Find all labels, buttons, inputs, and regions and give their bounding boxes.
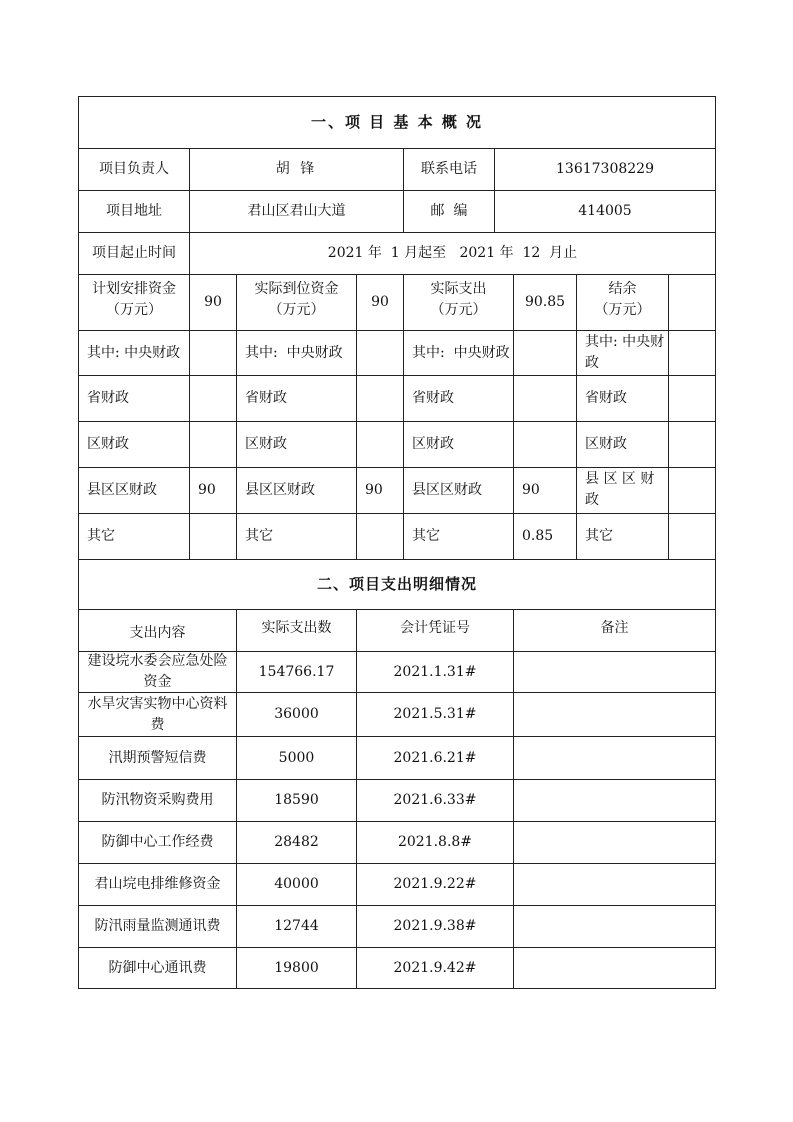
funds-row-label: 区财政 bbox=[585, 436, 627, 452]
detail-row-content: 水旱灾害实物中心资料费 bbox=[87, 695, 228, 733]
received-funds-value: 90 bbox=[371, 294, 389, 310]
detail-row-voucher: 2021.9.22# bbox=[393, 876, 477, 892]
detail-row-voucher: 2021.1.31# bbox=[393, 663, 477, 680]
detail-row-voucher: 2021.9.42# bbox=[393, 959, 477, 976]
detail-row-voucher: 2021.6.33# bbox=[393, 792, 477, 808]
funds-row-label: 区财政 bbox=[245, 436, 287, 452]
detail-row-note bbox=[514, 693, 715, 736]
balance-label-line1: 结余 bbox=[608, 281, 637, 297]
funds-row-label: 省财政 bbox=[245, 390, 287, 406]
detail-row-amount: 28482 bbox=[274, 834, 319, 850]
received-funds-label bbox=[237, 275, 356, 330]
funds-row-value bbox=[669, 376, 715, 421]
section2-title: 二、项目支出明细情况 bbox=[316, 575, 477, 593]
period-value: 2021 年 1 月起至 2021 年 12 月止 bbox=[327, 245, 578, 261]
detail-row-amount: 18590 bbox=[274, 792, 319, 808]
detail-row-amount: 19800 bbox=[274, 959, 319, 976]
funds-row-value bbox=[357, 422, 403, 467]
funds-row-label: 其它 bbox=[412, 528, 440, 544]
funds-row-label: 省财政 bbox=[585, 390, 627, 406]
balance-label bbox=[577, 275, 668, 330]
funds-row-label: 省财政 bbox=[412, 390, 454, 406]
detail-header-note: 备注 bbox=[600, 620, 629, 636]
planned-funds-label bbox=[79, 275, 189, 330]
funds-row-value bbox=[669, 468, 715, 513]
detail-row-amount: 5000 bbox=[278, 749, 315, 766]
detail-row-amount: 40000 bbox=[274, 876, 319, 892]
funds-row-label: 其中: 中央财政 bbox=[245, 344, 343, 361]
period-label: 项目起止时间 bbox=[92, 245, 176, 261]
detail-header-content: 支出内容 bbox=[129, 625, 186, 641]
funds-row-value bbox=[514, 376, 576, 421]
funds-row-value bbox=[190, 422, 236, 467]
detail-row-voucher: 2021.5.31# bbox=[393, 706, 477, 722]
rule bbox=[78, 988, 716, 989]
funds-row-label: 其中: 中央财政 bbox=[412, 344, 510, 361]
detail-row-amount: 36000 bbox=[274, 706, 319, 722]
detail-row-voucher: 2021.8.8# bbox=[397, 834, 473, 850]
detail-row-content: 防汛物资采购费用 bbox=[101, 792, 214, 808]
detail-row-note bbox=[514, 822, 715, 863]
phone-label: 联系电话 bbox=[421, 161, 477, 177]
detail-header-amount: 实际支出数 bbox=[261, 620, 332, 636]
detail-row-note bbox=[514, 652, 715, 692]
detail-row-content: 防御中心通讯费 bbox=[108, 959, 207, 976]
detail-row-note bbox=[514, 864, 715, 905]
address-value: 君山区君山大道 bbox=[247, 203, 346, 219]
detail-row-voucher: 2021.9.38# bbox=[393, 918, 477, 934]
detail-row-content: 防汛雨量监测通讯费 bbox=[94, 918, 221, 934]
planned-funds-label-line2: （万元） bbox=[106, 302, 162, 318]
section1-title: 一、项 目 基 本 概 况 bbox=[310, 113, 484, 131]
funds-row-value bbox=[669, 422, 715, 467]
rule bbox=[715, 96, 716, 989]
funds-row-label: 县区区财政 bbox=[245, 482, 315, 498]
planned-funds-label-line1: 计划安排资金 bbox=[92, 281, 176, 297]
funds-row-label: 其它 bbox=[585, 528, 613, 544]
received-funds-label-line1: 实际到位资金 bbox=[254, 281, 339, 297]
funds-row-value bbox=[357, 514, 403, 559]
funds-row-label: 其它 bbox=[87, 528, 115, 544]
funds-row-value bbox=[190, 331, 236, 375]
funds-row-value bbox=[190, 376, 236, 421]
funds-row-label: 县区区财政 bbox=[87, 482, 157, 498]
detail-row-content: 建设垸水委会应急处险资金 bbox=[87, 653, 228, 690]
detail-row-note bbox=[514, 737, 715, 779]
funds-row-value: 90 bbox=[198, 482, 216, 498]
funds-row-value bbox=[190, 514, 236, 559]
funds-row-value: 90 bbox=[522, 482, 540, 498]
funds-row-value bbox=[514, 422, 576, 467]
spent-value: 90.85 bbox=[524, 294, 566, 310]
funds-row-value: 0.85 bbox=[522, 528, 554, 544]
phone-value: 13617308229 bbox=[556, 161, 654, 177]
funds-row-label: 区财政 bbox=[412, 436, 454, 452]
zip-value: 414005 bbox=[578, 203, 632, 219]
spent-label bbox=[404, 275, 513, 330]
detail-row-content: 防御中心工作经费 bbox=[101, 834, 214, 850]
detail-row-voucher: 2021.6.21# bbox=[393, 749, 477, 766]
detail-header-voucher: 会计凭证号 bbox=[400, 620, 470, 636]
responsible-label: 项目负责人 bbox=[99, 161, 169, 177]
zip-label: 邮 编 bbox=[430, 203, 468, 219]
planned-funds-value: 90 bbox=[204, 294, 222, 310]
funds-row-value bbox=[669, 514, 715, 559]
detail-row-amount: 12744 bbox=[274, 918, 319, 934]
funds-row-label: 其它 bbox=[245, 528, 273, 544]
funds-row-label: 区财政 bbox=[87, 436, 129, 452]
funds-row-label: 省财政 bbox=[87, 390, 129, 406]
funds-row-label: 县 区 区 财 政 bbox=[585, 471, 659, 508]
detail-row-note bbox=[514, 906, 715, 947]
balance-value bbox=[669, 275, 715, 330]
detail-row-note bbox=[514, 948, 715, 988]
spent-label-line1: 实际支出 bbox=[430, 281, 487, 297]
funds-row-value: 90 bbox=[365, 482, 383, 498]
detail-row-note bbox=[514, 780, 715, 821]
funds-row-value bbox=[357, 331, 403, 375]
detail-row-content: 汛期预警短信费 bbox=[108, 749, 207, 766]
balance-label-line2: （万元） bbox=[594, 302, 651, 318]
responsible-value: 胡 锋 bbox=[275, 161, 318, 177]
address-label: 项目地址 bbox=[106, 203, 162, 219]
funds-row-value bbox=[514, 331, 576, 375]
funds-row-value bbox=[357, 376, 403, 421]
spent-label-line2: （万元） bbox=[430, 302, 487, 318]
received-funds-label-line2: （万元） bbox=[268, 302, 325, 318]
funds-row-value bbox=[669, 331, 715, 375]
funds-row-label: 其中: 中央财政 bbox=[585, 334, 665, 371]
funds-row-label: 其中: 中央财政 bbox=[87, 344, 181, 361]
funds-row-label: 县区区财政 bbox=[412, 482, 482, 498]
detail-row-content: 君山垸电排维修资金 bbox=[94, 876, 221, 892]
detail-row-amount: 154766.17 bbox=[258, 663, 335, 680]
